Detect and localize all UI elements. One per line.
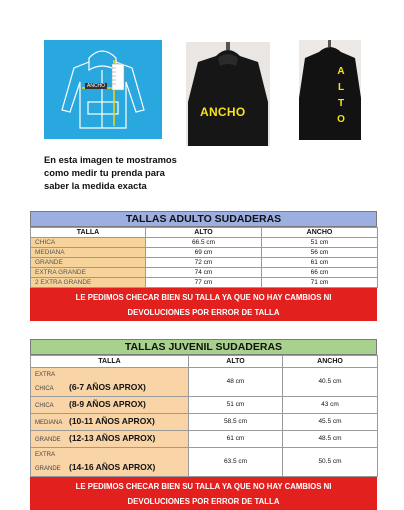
size-cell: 2 EXTRA GRANDE (31, 278, 146, 288)
age-range: (12-13 AÑOS APROX) (69, 433, 156, 443)
warning-line: DEVOLUCIONES POR ERROR DE TALLA (127, 308, 280, 317)
ancho-cell: 66 cm (262, 268, 378, 278)
table-header-row (31, 356, 378, 368)
size-cell: CHICA (31, 238, 146, 248)
alto-cell: 61 cm (189, 431, 283, 448)
age-range: (6-7 AÑOS APROX) (69, 382, 146, 392)
alto-cell: 74 cm (146, 268, 262, 278)
alto-cell: 66.5 cm (146, 238, 262, 248)
intro-line: como medir tu prenda para (44, 167, 165, 178)
warning-line: DEVOLUCIONES POR ERROR DE TALLA (127, 497, 280, 506)
youth-table-title: TALLAS JUVENIL SUDADERAS (30, 339, 377, 355)
adult-size-table (30, 211, 377, 321)
header-ancho: ANCHO (283, 356, 378, 368)
adult-warning-banner (30, 288, 377, 321)
age-range: (14-16 AÑOS APROX) (69, 462, 156, 472)
table-header-row (31, 228, 378, 238)
alto-cell: 58.5 cm (189, 414, 283, 431)
size-cell (31, 414, 189, 431)
black-hoodie-back-icon (299, 40, 361, 140)
ancho-cell: 56 cm (262, 248, 378, 258)
age-range: (8-9 AÑOS APROX) (69, 399, 146, 409)
size-cell (31, 448, 189, 477)
alto-letter: L (337, 82, 345, 93)
alto-cell: 51 cm (189, 397, 283, 414)
diagram-ancho-label: ANCHO (87, 83, 106, 89)
ancho-cell: 71 cm (262, 278, 378, 288)
youth-size-table (30, 339, 377, 510)
youth-size-grid (30, 355, 378, 477)
size-cell: EXTRA GRANDE (31, 268, 146, 278)
table-row (31, 278, 378, 288)
size-cell (31, 368, 189, 397)
ancho-cell: 45.5 cm (283, 414, 378, 431)
alto-letter: O (337, 114, 345, 125)
adult-table-title: TALLAS ADULTO SUDADERAS (30, 211, 377, 227)
ancho-cell: 48.5 cm (283, 431, 378, 448)
table-row (31, 238, 378, 248)
table-row (31, 448, 378, 477)
alto-cell: 69 cm (146, 248, 262, 258)
ancho-cell: 40.5 cm (283, 368, 378, 397)
alto-cell: 48 cm (189, 368, 283, 397)
ancho-cell: 51 cm (262, 238, 378, 248)
alto-cell: 72 cm (146, 258, 262, 268)
ancho-cell: 61 cm (262, 258, 378, 268)
warning-line: LE PEDIMOS CHECAR BIEN SU TALLA YA QUE NO HAY CAMBIOS NI (75, 293, 332, 302)
black-hoodie-icon (186, 42, 270, 146)
ancho-label: ANCHO (200, 105, 246, 119)
youth-warning-banner (30, 477, 377, 510)
alto-cell: 63.5 cm (189, 448, 283, 477)
header-alto: ALTO (146, 228, 262, 238)
intro-line: saber la medida exacta (44, 180, 147, 191)
size-cell: GRANDE (31, 258, 146, 268)
size-name: CHICA (35, 403, 54, 409)
intro-line: En esta imagen te mostramos (44, 154, 177, 165)
table-row (31, 397, 378, 414)
hoodie-outline-icon (44, 40, 162, 139)
hoodie-alto-photo (299, 40, 361, 140)
hoodie-ancho-photo (186, 42, 270, 146)
header-ancho: ANCHO (262, 228, 378, 238)
warning-line: LE PEDIMOS CHECAR BIEN SU TALLA YA QUE NO HAY CAMBIOS NI (75, 482, 332, 491)
alto-letter: A (337, 66, 345, 77)
header-talla: TALLA (31, 228, 146, 238)
alto-letter: T (337, 98, 345, 109)
table-row (31, 268, 378, 278)
size-name: GRANDE (35, 437, 61, 443)
table-row (31, 414, 378, 431)
size-name: EXTRA GRANDE (35, 452, 61, 472)
table-row (31, 258, 378, 268)
size-cell (31, 431, 189, 448)
size-cell (31, 397, 189, 414)
age-range: (10-11 AÑOS APROX) (69, 416, 155, 426)
intro-text (44, 153, 214, 192)
table-row (31, 368, 378, 397)
hoodie-measurement-diagram (44, 40, 162, 139)
header-alto: ALTO (189, 356, 283, 368)
table-row (31, 431, 378, 448)
header-talla: TALLA (31, 356, 189, 368)
table-row (31, 248, 378, 258)
alto-cell: 77 cm (146, 278, 262, 288)
alto-label (335, 64, 347, 128)
size-name: EXTRA CHICA (35, 372, 55, 392)
ancho-cell: 50.5 cm (283, 448, 378, 477)
ancho-cell: 43 cm (283, 397, 378, 414)
size-cell: MEDIANA (31, 248, 146, 258)
adult-size-grid (30, 227, 378, 288)
size-name: MEDIANA (35, 420, 63, 426)
